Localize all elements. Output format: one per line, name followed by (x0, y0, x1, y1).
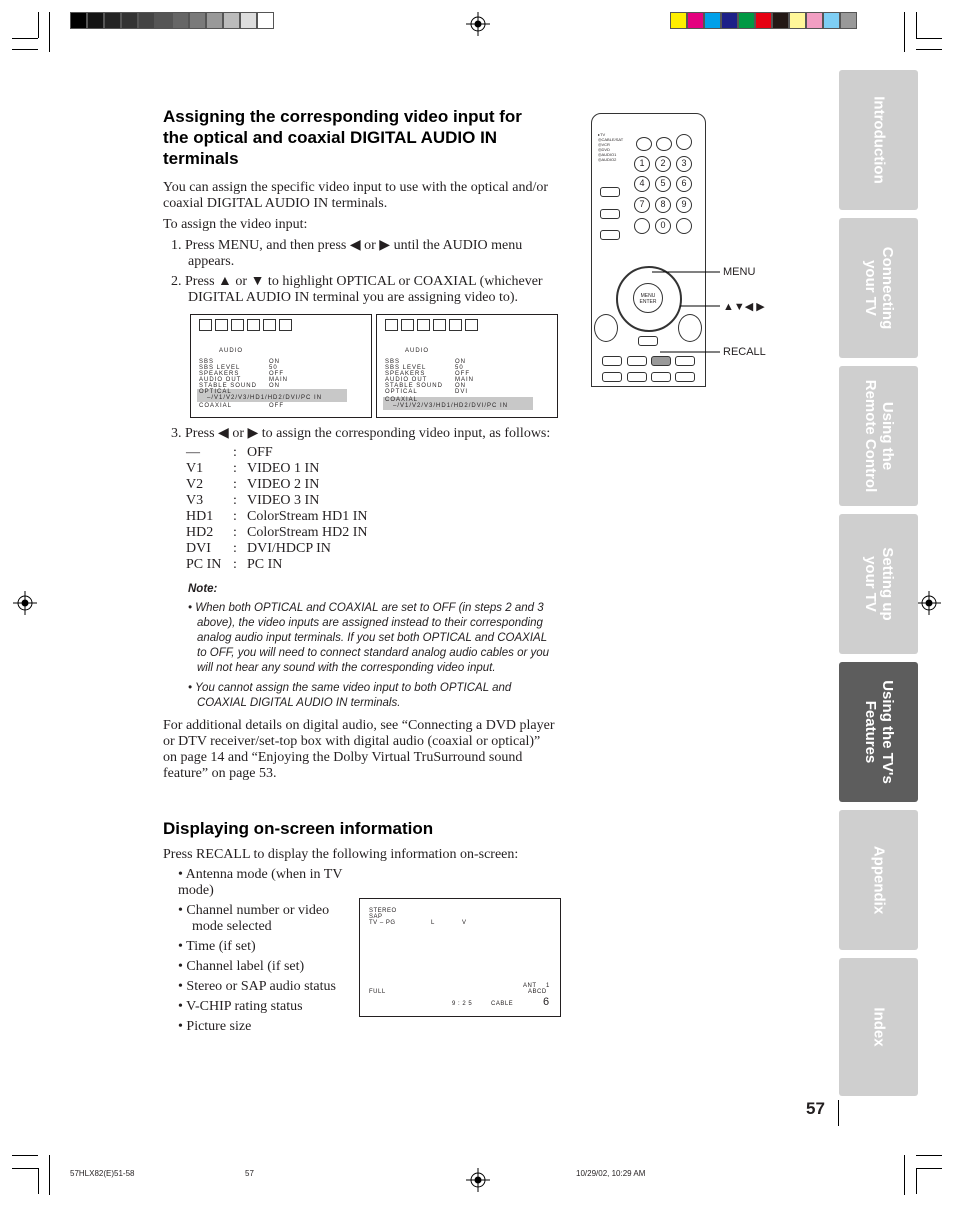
grayscale-bar (70, 12, 274, 29)
note-1: analog audio input terminals. If you set both OPTICAL and COAXIAL (197, 632, 548, 644)
additional-info: on page 14 and “Enjoying the Dolby Virtual TruSurround sound (163, 750, 523, 765)
mapping-row: DVI : DVI/HDCP IN (186, 541, 331, 556)
tab-label: Introduction (870, 96, 887, 184)
step-2: 2. Press ▲ or ▼ to highlight OPTICAL or COAXIAL (whichever (171, 274, 543, 289)
light-button (636, 137, 652, 151)
pip-icon (449, 319, 462, 331)
tab-label: Using the TV's Features (861, 680, 896, 784)
step-1: 1. Press MENU, and then press ◀ or ▶ until the AUDIO menu (171, 238, 523, 253)
mapping-row: HD1 : ColorStream HD1 IN (186, 509, 368, 524)
arrows-callout: ▲▼◀ ▶ (723, 301, 765, 313)
footer-page: 57 (245, 1169, 254, 1178)
note-1: above), the video inputs are assigned instead to their corresponding (197, 617, 543, 629)
step-2-cont: DIGITAL AUDIO IN terminal you are assigning video to). (188, 290, 519, 305)
coaxial-row: COAXIAL OFF (199, 403, 284, 409)
bullet-item: • Antenna mode (when in TV mode) (178, 867, 343, 898)
bullet-item: • Channel label (if set) (178, 959, 305, 974)
pip-icon (263, 319, 276, 331)
audio-menu-screenshot-coaxial (376, 314, 558, 418)
theater-icon (279, 319, 292, 331)
registration-mark-bottom (466, 1168, 490, 1192)
highlight-row: OPTICAL –/V1/V2/V3/HD1/HD2/DVI/PC IN (197, 389, 347, 402)
recall-callout: RECALL (723, 346, 766, 358)
mapping-row: HD2 : ColorStream HD2 IN (186, 525, 368, 540)
note-1: to OFF, you will need to connect standard analog audio cables or you (197, 647, 550, 659)
callout-lines (640, 270, 725, 355)
note-2: COAXIAL DIGITAL AUDIO IN terminals. (197, 697, 401, 709)
bullet-item: • Channel number or video (178, 903, 330, 918)
recall-button (651, 356, 671, 366)
menu-title: AUDIO (405, 348, 430, 354)
menu-title: AUDIO (219, 348, 244, 354)
recall-intro: Press RECALL to display the following information on-screen: (163, 847, 519, 862)
tab-remote-control[interactable] (839, 366, 918, 506)
mapping-row: V3 : VIDEO 3 IN (186, 493, 320, 508)
intro-text: You can assign the specific video input to use with the optical and/or (163, 180, 549, 195)
theater-icon (465, 319, 478, 331)
page-number: 57 (806, 1099, 825, 1118)
mapping-row: — : OFF (186, 445, 273, 460)
registration-mark-top (466, 12, 490, 36)
picture-icon (385, 319, 398, 331)
mapping-row: PC IN : PC IN (186, 557, 283, 572)
picture-icon (199, 319, 212, 331)
bullet-item: • Picture size (178, 1019, 252, 1034)
step-3: 3. Press ◀ or ▶ to assign the corresponding video input, as follows: (171, 426, 551, 441)
note-2: • You cannot assign the same video input to both OPTICAL and (188, 682, 512, 694)
menu-rows: SBS ON SBS LEVEL 50 SPEAKERS OFF AUDIO OUT MAIN STABLE SOUND ON OPTICAL DVI (385, 359, 474, 395)
tab-introduction[interactable] (839, 70, 918, 210)
tab-label: Index (870, 1007, 887, 1047)
power-button (676, 134, 692, 150)
registration-mark-right (917, 591, 941, 615)
audio-menu-screenshot-optical (190, 314, 372, 418)
bullet-item: • Time (if set) (178, 939, 256, 954)
intro-text: coaxial DIGITAL AUDIO IN terminals. (163, 196, 388, 211)
bullet-item: • V-CHIP rating status (178, 999, 303, 1014)
bullet-item: • Stereo or SAP audio status (178, 979, 336, 994)
footer-date: 10/29/02, 10:29 AM (576, 1169, 646, 1178)
tab-label: Connecting your TV (861, 246, 896, 330)
menu-rows: SBS ON SBS LEVEL 50 SPEAKERS OFF AUDIO OUT MAIN STABLE SOUND ON (199, 359, 288, 389)
footer-file: 57HLX82(E)51-58 (70, 1169, 135, 1178)
mapping-row: V2 : VIDEO 2 IN (186, 477, 320, 492)
tab-setting-up[interactable] (839, 514, 918, 654)
note-1: will not hear any sound with the corresponding video input. (197, 662, 496, 674)
info-screen-screenshot: STEREO SAP TV – PG L V ANT 1 ABCD FULL 9 : 2 5 CABLE 6 (359, 898, 561, 1017)
additional-info: For additional details on digital audio, see “Connecting a DVD player (163, 718, 555, 733)
tab-appendix[interactable] (839, 810, 918, 950)
lock-icon (433, 319, 446, 331)
menu-callout: MENU (723, 266, 756, 278)
mapping-row: V1 : VIDEO 1 IN (186, 461, 320, 476)
tab-label: Setting up your TV (861, 547, 896, 621)
highlight-row: COAXIAL –/V1/V2/V3/HD1/HD2/DVI/PC IN (383, 397, 533, 410)
note-1: • When both OPTICAL and COAXIAL are set to OFF (in steps 2 and 3 (188, 602, 544, 614)
input-mapping-table (186, 445, 368, 573)
audio-icon (401, 319, 414, 331)
tab-index[interactable] (839, 958, 918, 1096)
tab-connecting[interactable] (839, 218, 918, 358)
tab-label: Appendix (870, 845, 887, 915)
registration-mark-left (13, 591, 37, 615)
setup-icon (417, 319, 430, 331)
tab-label: Using the Remote Control (861, 379, 896, 493)
remote-control-illustration: ▸TV ◎CABLE/SAT ◎VCR ◎DVD ◎AUDIO1 ◎AUDIO2 1 2 3 4 5 6 7 8 9 0 MENU ENTER (591, 113, 706, 387)
setup-icon (231, 319, 244, 331)
color-bar (670, 12, 857, 29)
bullet-item: mode selected (178, 919, 272, 934)
tab-features[interactable] (839, 662, 918, 802)
step-1-cont: appears. (188, 254, 235, 269)
additional-info: feature” on page 53. (163, 766, 277, 781)
lock-icon (247, 319, 260, 331)
menu-enter-button: MENU ENTER (633, 283, 663, 313)
section-title: Assigning the corresponding video input for the optical and coaxial DIGITAL AUDIO IN terminals (163, 107, 522, 168)
menu-icon-row (199, 319, 295, 333)
audio-icon (215, 319, 228, 331)
menu-icon-row (385, 319, 481, 333)
additional-info: or DTV receiver/set-top box with digital audio (coaxial or optical)” (163, 734, 541, 749)
section-title-onscreen: Displaying on-screen information (163, 819, 434, 838)
to-assign-text: To assign the video input: (163, 217, 308, 232)
sleep-button (656, 137, 672, 151)
note-title: Note: (188, 583, 218, 595)
